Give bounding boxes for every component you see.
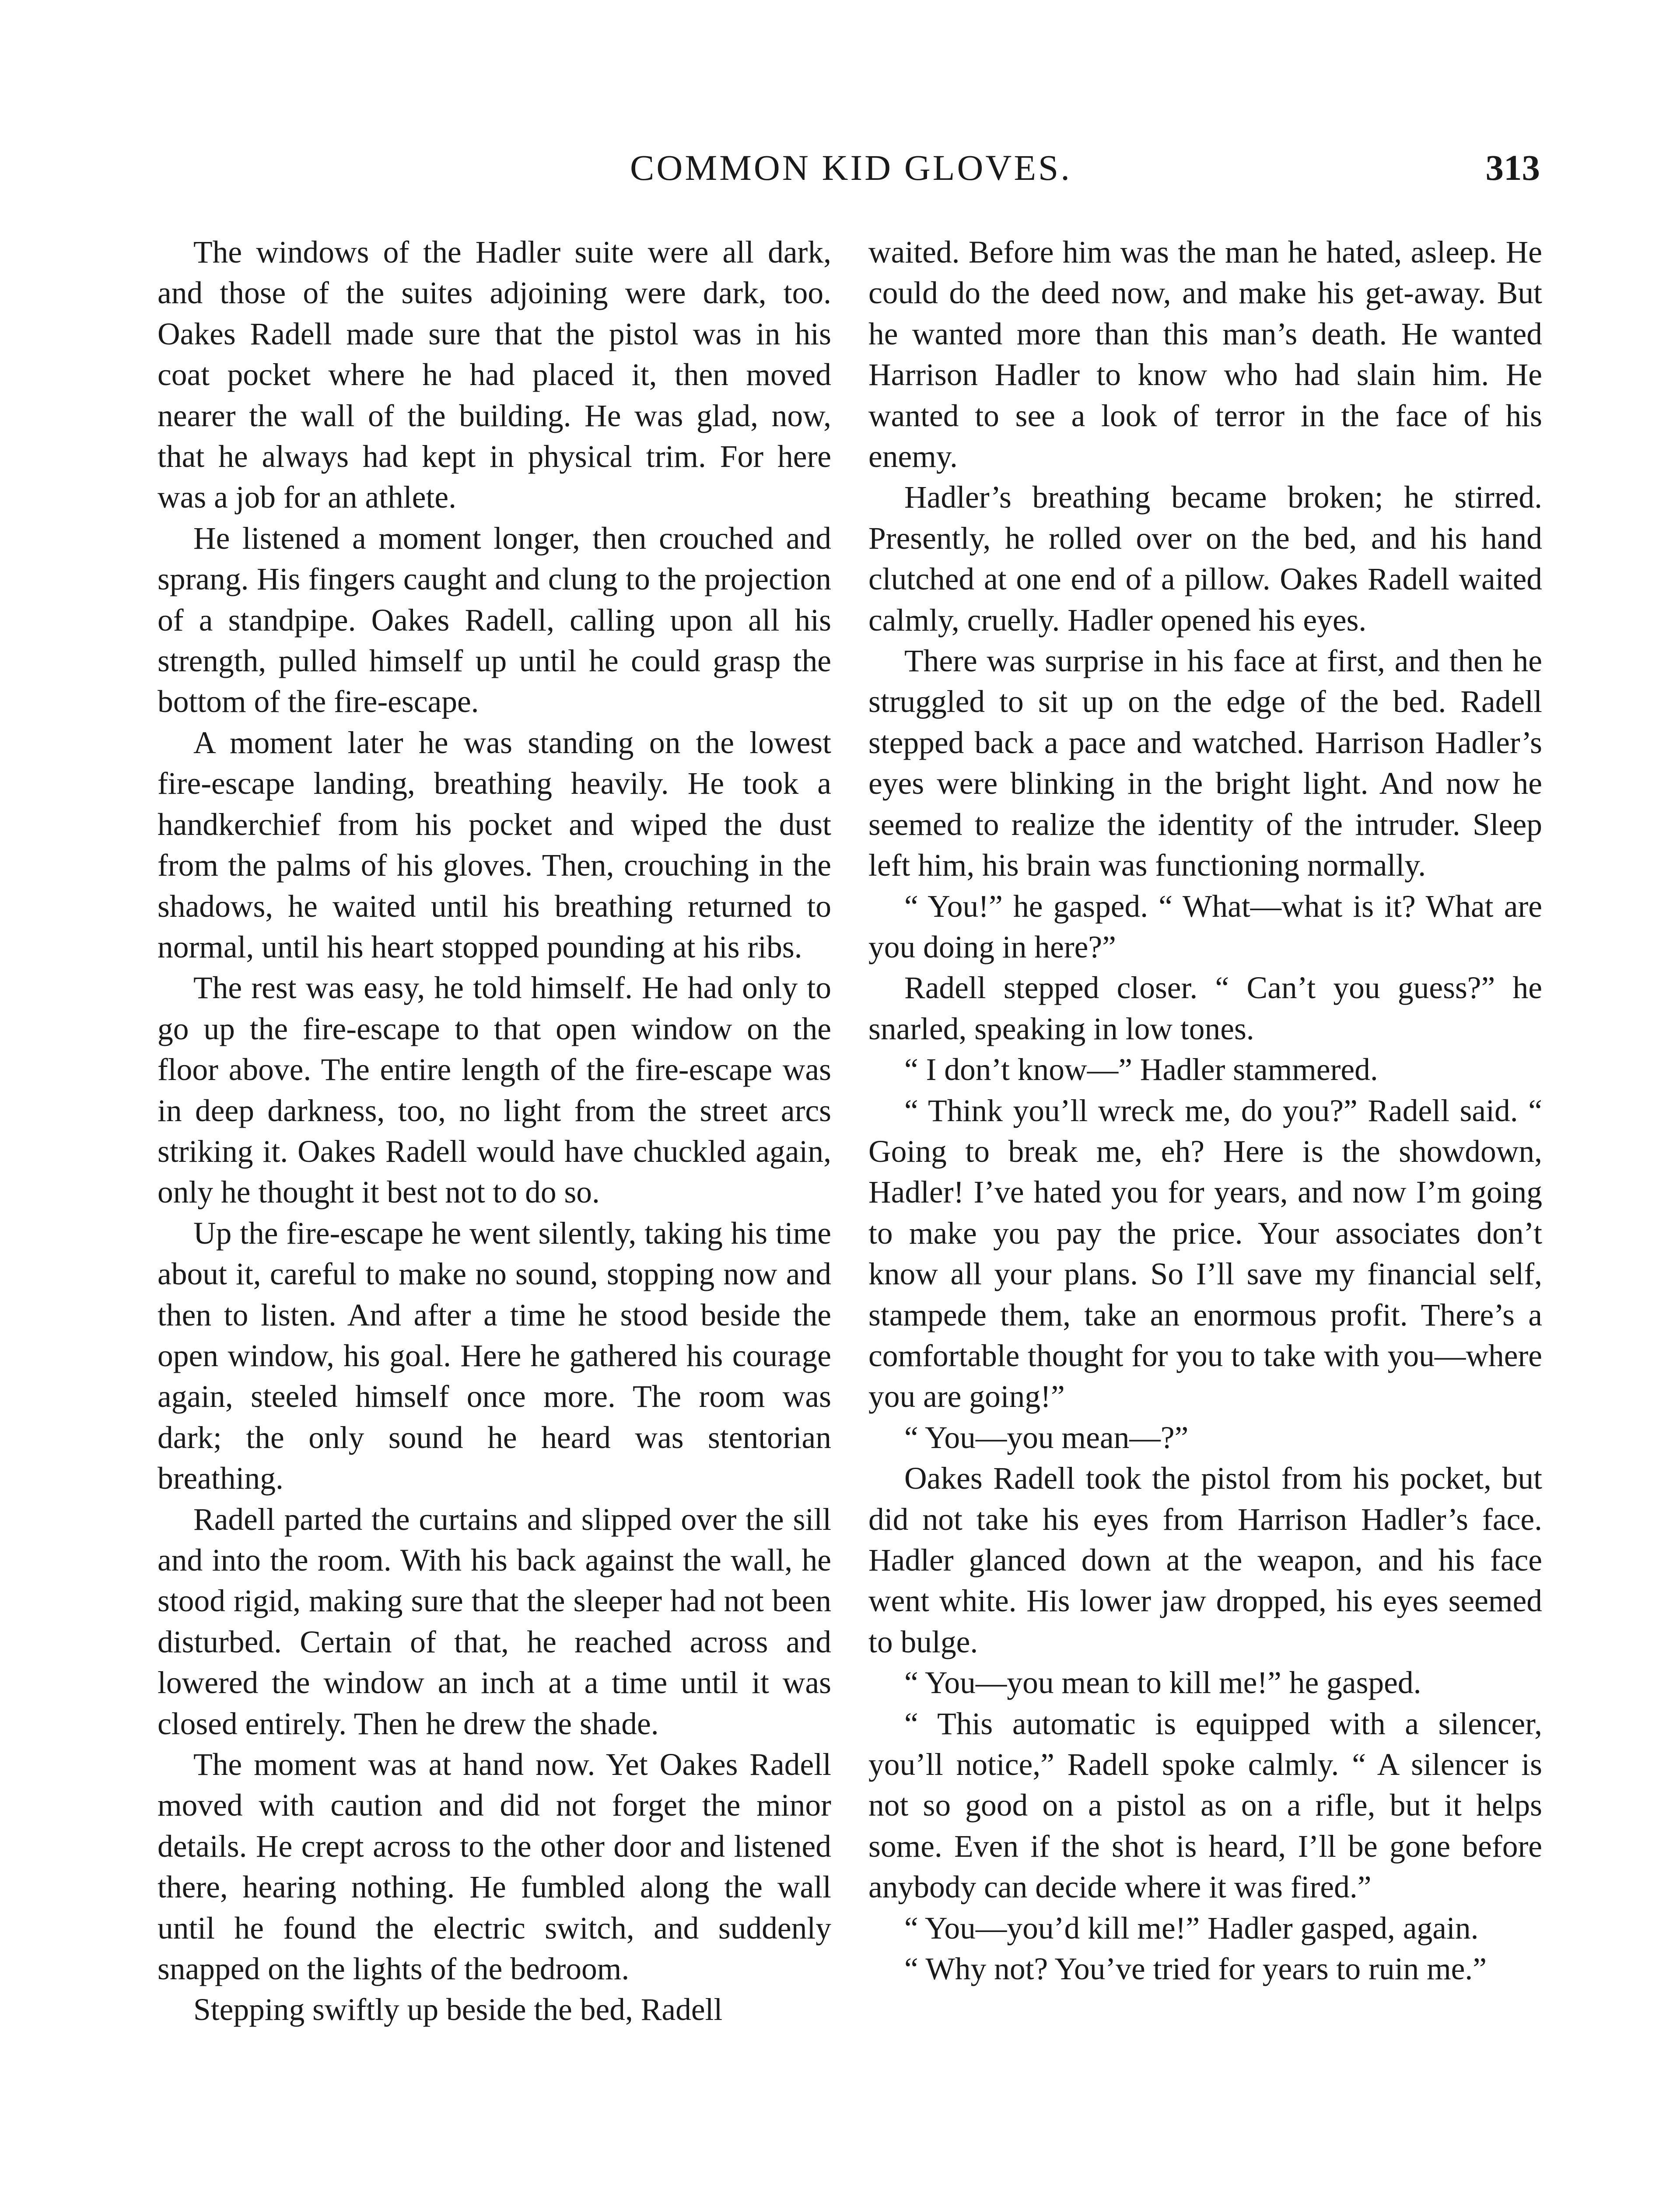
page-number: 313 xyxy=(1485,147,1540,188)
paragraph: “ Think you’ll wreck me, do you?” Radell said. “ Going to break me, eh? Here is the showdown, Hadler! I’ve hated you for years, and now I’m going to make you pay the price. Your associates don’t know all your plans. So I’ll save my financial self, stampede them, take an enormous profit. There’s a comfortable thought for you to take with you—where you are going!” xyxy=(868,1093,1542,1414)
paragraph: “ I don’t know—” Hadler stammered. xyxy=(904,1052,1378,1087)
paragraph: The moment was at hand now. Yet Oakes Radell moved with caution and did not forget the minor details. He crept across to the other door and listened there, hearing nothing. He fumbled along the wall until he found the electric switch, and suddenly snapped on the lights of the bedroom. xyxy=(158,1747,831,1987)
paragraph: “ This automatic is equipped with a silencer, you’ll notice,” Radell spoke calmly. “ A silencer is not so good on a pistol as on a rifle, but it helps some. Even if the shot is heard, I’ll be gone before anybody can decide where it was fired.” xyxy=(868,1706,1542,1905)
paragraph: A moment later he was standing on the lowest fire-escape landing, breathing heavily. He took a handkerchief from his pocket and wiped the dust from the palms of his gloves. Then, crouching in the shadows, he waited until his breathing returned to normal, until his heart stopped pounding at his ribs. xyxy=(158,725,831,964)
paragraph: The rest was easy, he told himself. He had only to go up the fire-escape to that open window on the floor above. The entire length of the fire-escape was in deep darkness, too, no light from the street arcs striking it. Oakes Radell would have chuckled again, only he thought it best not to do so. xyxy=(158,971,831,1210)
running-header xyxy=(162,147,1540,199)
paragraph: “ You—you mean to kill me!” he gasped. xyxy=(904,1666,1421,1701)
left-column xyxy=(158,232,831,2030)
paragraph: “ You—you’d kill me!” Hadler gasped, again. xyxy=(904,1911,1479,1946)
paragraph: Stepping swiftly up beside the bed, Radell xyxy=(193,1992,723,2027)
paragraph: “ You—you mean—?” xyxy=(904,1420,1189,1455)
paragraph: The windows of the Hadler suite were all dark, and those of the suites adjoining were dark, too. Oakes Radell made sure that the pistol was in his coat pocket where he had placed it, then moved nearer the wall of the building. He was glad, now, that he always had kept in physical trim. For here was a job for an athlete. xyxy=(158,235,831,515)
paragraph: He listened a moment longer, then crouched and sprang. His fingers caught and clung to the projection of a standpipe. Oakes Radell, calling upon all his strength, pulled himself up until he could grasp the bottom of the fire-escape. xyxy=(158,521,831,719)
paragraph: “ You!” he gasped. “ What—what is it? What are you doing in here?” xyxy=(868,889,1542,964)
paragraph: “ Why not? You’ve tried for years to ruin me.” xyxy=(904,1952,1487,1987)
paragraph-continuation: waited. Before him was the man he hated, asleep. He could do the deed now, and make his get-away. But he wanted more than this man’s death. He wanted Harrison Hadler to know who had slain him. He wanted to see a look of terror in the face of his enemy. xyxy=(868,235,1542,474)
right-column xyxy=(868,232,1542,1989)
paragraph: Hadler’s breathing became broken; he stirred. Presently, he rolled over on the bed, and his hand clutched at one end of a pillow. Oakes Radell waited calmly, cruelly. Hadler opened his eyes. xyxy=(868,480,1542,638)
paragraph: There was surprise in his face at first, and then he struggled to sit up on the edge of the bed. Radell stepped back a pace and watched. Harrison Hadler’s eyes were blinking in the bright light. And now he seemed to realize the identity of the intruder. Sleep left him, his brain was functioning normally. xyxy=(868,644,1542,883)
paragraph: Radell parted the curtains and slipped over the sill and into the room. With his back against the wall, he stood rigid, making sure that the sleeper had not been disturbed. Certain of that, he reached across and lowered the window an inch at a time until it was closed entirely. Then he drew the shade. xyxy=(158,1502,831,1741)
running-title: COMMON KID GLOVES. xyxy=(630,147,1072,188)
paragraph: Oakes Radell took the pistol from his pocket, but did not take his eyes from Harrison Hadler’s face. Hadler glanced down at the weapon, and his face went white. His lower jaw dropped, his eyes seemed to bulge. xyxy=(868,1461,1542,1659)
paragraph: Up the fire-escape he went silently, taking his time about it, careful to make no sound, stopping now and then to listen. And after a time he stood beside the open window, his goal. Here he gathered his courage again, steeled himself once more. The room was dark; the only sound he heard was stentorian breathing. xyxy=(158,1216,831,1496)
paragraph: Radell stepped closer. “ Can’t you guess?” he snarled, speaking in low tones. xyxy=(868,971,1542,1046)
